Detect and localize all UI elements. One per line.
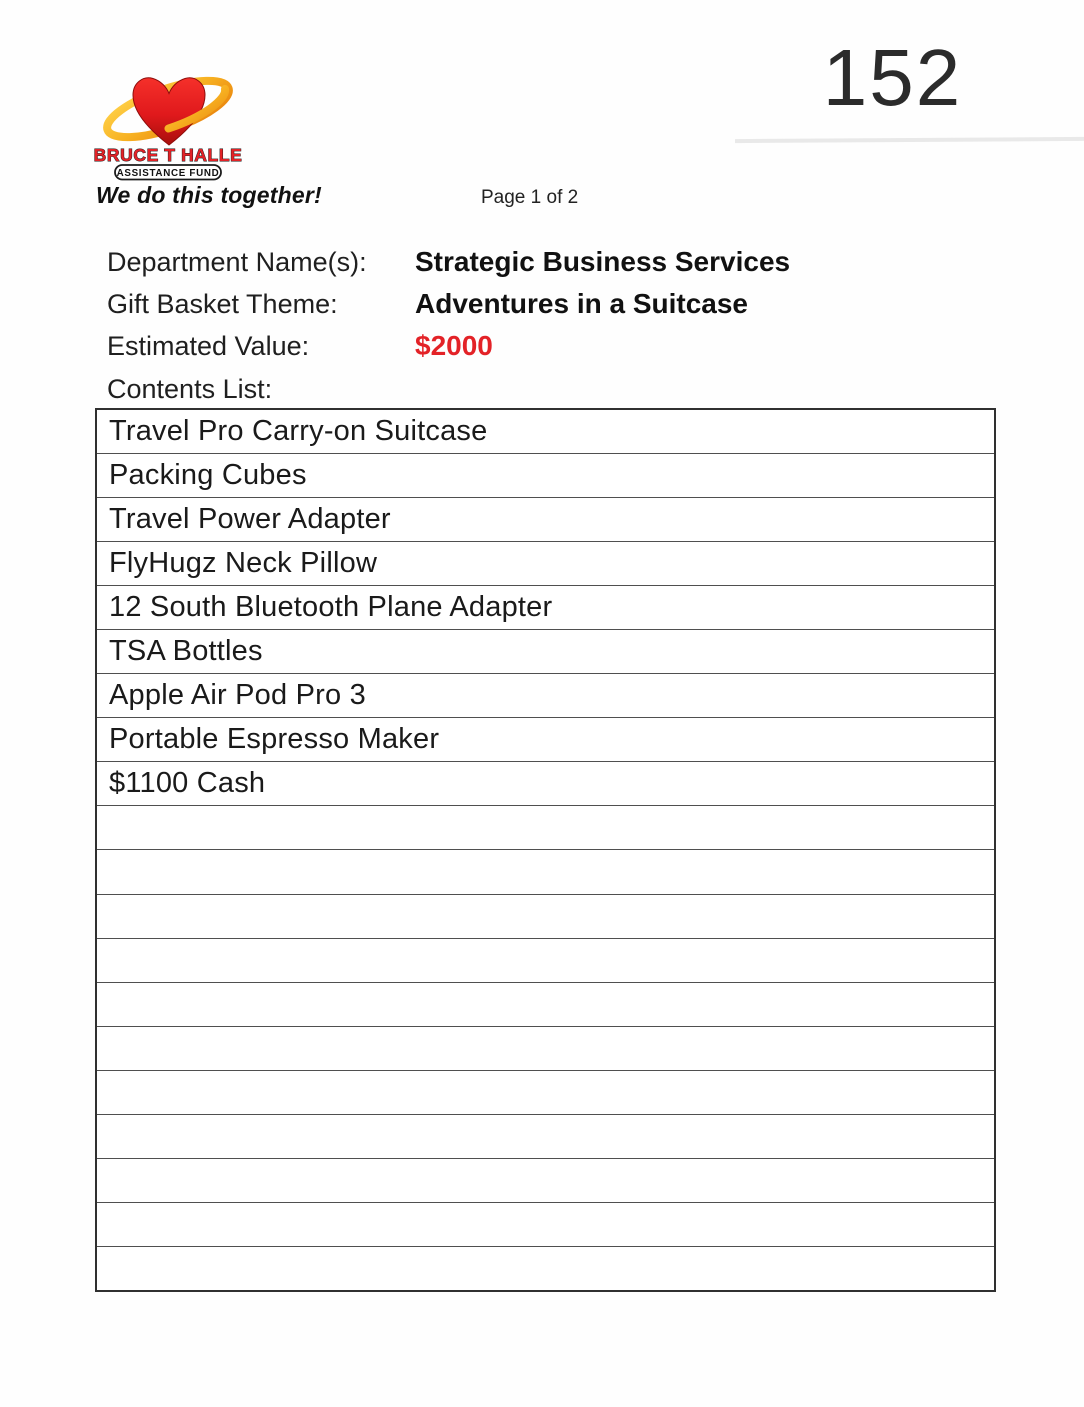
field-gift-basket-theme — [107, 286, 749, 322]
field-department-name — [107, 244, 791, 280]
table-row — [97, 542, 994, 586]
field-value: Adventures in a Suitcase — [415, 288, 749, 319]
logo-tagline: We do this together! — [96, 182, 322, 208]
table-row-empty — [97, 1027, 994, 1071]
item-label: $1100 Cash — [109, 767, 266, 800]
item-label: Travel Power Adapter — [109, 503, 391, 536]
field-label: Gift Basket Theme: — [107, 289, 338, 319]
table-row-empty — [97, 1159, 994, 1203]
org-subtitle-text: ASSISTANCE FUND — [116, 168, 220, 179]
table-row — [97, 630, 994, 674]
item-label: TSA Bottles — [109, 635, 263, 668]
org-name-text: BRUCE T HALLE — [94, 145, 243, 165]
table-row-empty — [97, 983, 994, 1027]
item-label: Packing Cubes — [109, 459, 307, 492]
label-sticker-edge — [735, 137, 1084, 143]
page-indicator: Page 1 of 2 — [481, 187, 579, 208]
field-value: Strategic Business Services — [415, 246, 791, 277]
field-label: Contents List: — [107, 374, 273, 404]
field-contents-list — [107, 371, 272, 407]
table-row-empty — [97, 1203, 994, 1247]
table-row — [97, 718, 994, 762]
sheet-number: 152 — [822, 33, 963, 122]
table-row-empty — [97, 939, 994, 983]
table-row-empty — [97, 1247, 994, 1290]
table-row-empty — [97, 850, 994, 894]
item-label: Portable Espresso Maker — [109, 723, 440, 756]
item-label: FlyHugz Neck Pillow — [109, 547, 378, 580]
table-row — [97, 498, 994, 542]
table-row — [97, 674, 994, 718]
item-label: Apple Air Pod Pro 3 — [109, 679, 366, 712]
table-row-empty — [97, 895, 994, 939]
table-row — [97, 586, 994, 630]
table-row-empty — [97, 1115, 994, 1159]
item-label: Travel Pro Carry-on Suitcase — [109, 415, 488, 448]
table-row — [97, 454, 994, 498]
table-row — [97, 410, 994, 454]
item-label: 12 South Bluetooth Plane Adapter — [109, 591, 553, 624]
contents-list-table — [95, 408, 996, 1292]
field-value: $2000 — [415, 330, 493, 361]
field-label: Department Name(s): — [107, 247, 367, 277]
field-estimated-value — [107, 328, 493, 364]
org-logo — [94, 70, 246, 182]
field-label: Estimated Value: — [107, 331, 310, 361]
table-row-empty — [97, 806, 994, 850]
table-row — [97, 762, 994, 806]
table-row-empty — [97, 1071, 994, 1115]
